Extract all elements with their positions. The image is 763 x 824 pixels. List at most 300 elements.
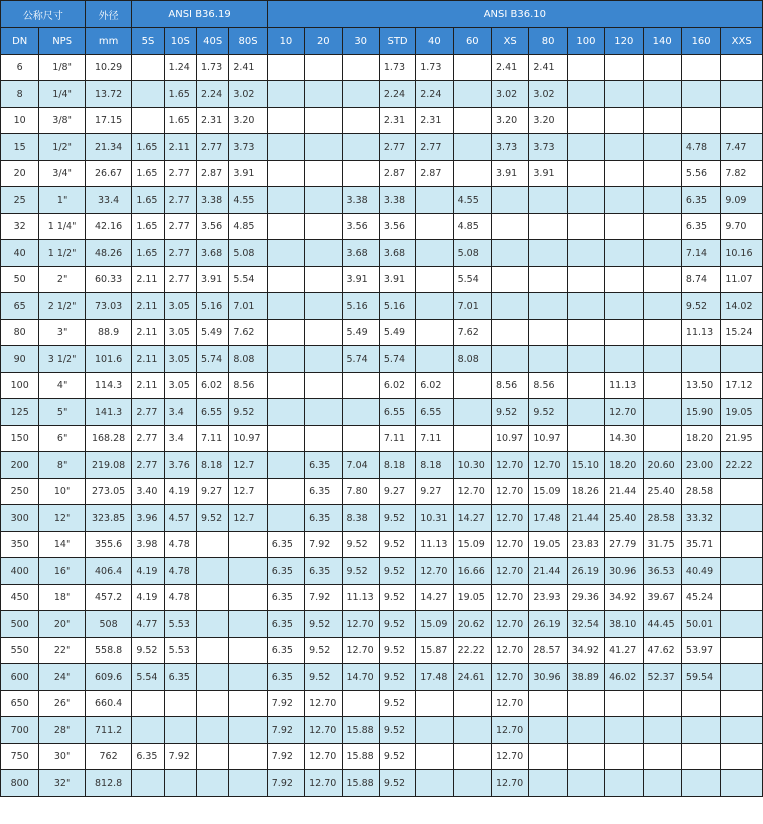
table-cell: [567, 426, 604, 452]
table-cell: 4.57: [164, 505, 196, 532]
table-cell: 4.78: [681, 134, 720, 161]
table-cell: 28": [39, 717, 85, 744]
table-cell: 2.41: [229, 55, 267, 81]
table-cell: [267, 346, 304, 373]
table-row: [1, 293, 763, 320]
table-cell: 41.27: [605, 638, 643, 664]
table-row: [1, 108, 763, 134]
table-cell: 12.70: [305, 770, 342, 797]
table-cell: 15.90: [681, 399, 720, 426]
table-cell: [229, 638, 267, 664]
table-cell: 8.18: [379, 452, 415, 479]
table-cell: 2.31: [196, 108, 228, 134]
table-cell: [492, 240, 529, 267]
table-cell: 5": [39, 399, 85, 426]
table-cell: 219.08: [85, 452, 131, 479]
table-cell: [721, 744, 763, 770]
table-cell: 10: [1, 108, 39, 134]
table-cell: 10.97: [229, 426, 267, 452]
table-cell: 609.6: [85, 664, 131, 691]
table-cell: 9.52: [379, 744, 415, 770]
table-cell: [305, 267, 342, 293]
table-cell: 15.88: [342, 744, 379, 770]
table-cell: 323.85: [85, 505, 131, 532]
table-cell: 3.20: [529, 108, 567, 134]
table-cell: 3.68: [342, 240, 379, 267]
table-cell: 18.20: [681, 426, 720, 452]
table-row: [1, 161, 763, 187]
table-cell: 6.35: [305, 505, 342, 532]
table-cell: [643, 293, 681, 320]
table-cell: 3.68: [379, 240, 415, 267]
table-cell: 9.09: [721, 187, 763, 214]
table-cell: [267, 452, 304, 479]
table-cell: [196, 770, 228, 797]
table-cell: 7.62: [229, 320, 267, 346]
table-cell: 8.56: [229, 373, 267, 399]
table-cell: [681, 55, 720, 81]
table-cell: [305, 320, 342, 346]
table-cell: 11.13: [681, 320, 720, 346]
table-cell: [416, 187, 453, 214]
column-header: 140: [643, 28, 681, 55]
table-cell: 15.88: [342, 770, 379, 797]
table-cell: 550: [1, 638, 39, 664]
table-cell: [529, 293, 567, 320]
table-cell: [416, 744, 453, 770]
table-cell: [721, 505, 763, 532]
table-cell: 6.02: [196, 373, 228, 399]
table-cell: 3.91: [196, 267, 228, 293]
table-cell: 700: [1, 717, 39, 744]
table-cell: 11.13: [605, 373, 643, 399]
table-cell: 6.02: [416, 373, 453, 399]
table-cell: 4.19: [164, 479, 196, 505]
table-cell: 11.13: [416, 532, 453, 558]
table-cell: 10.97: [529, 426, 567, 452]
table-cell: [721, 691, 763, 717]
table-cell: 12.7: [229, 505, 267, 532]
table-cell: 30.96: [605, 558, 643, 585]
table-cell: 2.24: [196, 81, 228, 108]
table-cell: 4.55: [229, 187, 267, 214]
table-cell: 2.77: [132, 426, 164, 452]
table-cell: 2.41: [529, 55, 567, 81]
table-cell: 9.52: [342, 532, 379, 558]
table-cell: [492, 346, 529, 373]
table-cell: 2.77: [164, 267, 196, 293]
table-cell: 5.74: [342, 346, 379, 373]
table-cell: 4.19: [132, 558, 164, 585]
table-cell: 12.70: [492, 664, 529, 691]
table-cell: 3.56: [196, 214, 228, 240]
table-cell: [342, 134, 379, 161]
table-row: [1, 187, 763, 214]
table-cell: [567, 373, 604, 399]
table-cell: 2.11: [132, 320, 164, 346]
table-cell: 3.02: [492, 81, 529, 108]
table-cell: 355.6: [85, 532, 131, 558]
table-cell: [229, 691, 267, 717]
table-cell: 9.52: [681, 293, 720, 320]
table-cell: 12.70: [416, 558, 453, 585]
table-cell: 400: [1, 558, 39, 585]
table-cell: 168.28: [85, 426, 131, 452]
table-cell: 7.92: [164, 744, 196, 770]
table-cell: 9.52: [196, 505, 228, 532]
table-cell: 8.08: [453, 346, 491, 373]
header-group-row: [1, 1, 763, 28]
table-cell: [567, 81, 604, 108]
table-cell: 5.54: [453, 267, 491, 293]
table-cell: 6.35: [305, 452, 342, 479]
table-cell: 457.2: [85, 585, 131, 611]
table-row: [1, 346, 763, 373]
table-cell: [267, 134, 304, 161]
table-cell: 52.37: [643, 664, 681, 691]
table-cell: 42.16: [85, 214, 131, 240]
table-cell: 5.74: [196, 346, 228, 373]
table-cell: 6": [39, 426, 85, 452]
table-cell: [721, 770, 763, 797]
table-cell: 5.16: [342, 293, 379, 320]
table-cell: [492, 320, 529, 346]
table-cell: [492, 293, 529, 320]
table-cell: 23.93: [529, 585, 567, 611]
table-cell: 12.70: [492, 558, 529, 585]
table-cell: 1 1/2": [39, 240, 85, 267]
table-cell: [681, 770, 720, 797]
table-cell: [305, 346, 342, 373]
table-cell: [132, 717, 164, 744]
table-cell: 22.22: [721, 452, 763, 479]
column-header: XS: [492, 28, 529, 55]
table-cell: [229, 611, 267, 638]
table-row: [1, 505, 763, 532]
table-cell: 1.65: [132, 187, 164, 214]
table-cell: [643, 320, 681, 346]
table-cell: 4.85: [229, 214, 267, 240]
table-cell: 3.4: [164, 426, 196, 452]
table-cell: 9.52: [379, 664, 415, 691]
table-cell: [567, 399, 604, 426]
table-cell: [681, 81, 720, 108]
table-cell: [416, 346, 453, 373]
table-cell: 200: [1, 452, 39, 479]
table-cell: 9.27: [416, 479, 453, 505]
table-cell: [132, 55, 164, 81]
column-header-row: [1, 28, 763, 55]
table-cell: 20.60: [643, 452, 681, 479]
table-row: [1, 373, 763, 399]
table-cell: 750: [1, 744, 39, 770]
table-cell: 3.4: [164, 399, 196, 426]
table-cell: 33.32: [681, 505, 720, 532]
table-cell: 15.87: [416, 638, 453, 664]
table-cell: [643, 108, 681, 134]
table-cell: [567, 187, 604, 214]
table-row: [1, 452, 763, 479]
column-header: 80: [529, 28, 567, 55]
table-cell: 12.70: [492, 717, 529, 744]
table-cell: 12": [39, 505, 85, 532]
table-cell: 1": [39, 187, 85, 214]
table-cell: [453, 717, 491, 744]
table-cell: 39.67: [643, 585, 681, 611]
table-cell: 12.70: [342, 611, 379, 638]
table-cell: 3.20: [229, 108, 267, 134]
table-cell: 40: [1, 240, 39, 267]
table-cell: 32": [39, 770, 85, 797]
table-cell: 9.52: [342, 558, 379, 585]
table-cell: 300: [1, 505, 39, 532]
table-cell: [567, 214, 604, 240]
table-cell: [605, 240, 643, 267]
column-header: STD: [379, 28, 415, 55]
table-row: [1, 585, 763, 611]
table-cell: 9.52: [529, 399, 567, 426]
table-cell: [605, 770, 643, 797]
table-cell: 125: [1, 399, 39, 426]
table-cell: [453, 134, 491, 161]
table-cell: 18.26: [567, 479, 604, 505]
table-cell: [267, 373, 304, 399]
table-cell: 12.70: [492, 479, 529, 505]
table-cell: 11.07: [721, 267, 763, 293]
table-cell: 6.55: [196, 399, 228, 426]
table-row: [1, 479, 763, 505]
table-cell: 1 1/4": [39, 214, 85, 240]
table-cell: [132, 770, 164, 797]
table-row: [1, 320, 763, 346]
table-cell: [605, 108, 643, 134]
table-cell: [721, 81, 763, 108]
table-cell: 500: [1, 611, 39, 638]
table-cell: 10": [39, 479, 85, 505]
table-row: [1, 532, 763, 558]
table-cell: 30.96: [529, 664, 567, 691]
table-cell: [605, 346, 643, 373]
table-cell: 20.62: [453, 611, 491, 638]
table-cell: 44.45: [643, 611, 681, 638]
table-cell: [342, 81, 379, 108]
table-cell: [453, 108, 491, 134]
table-cell: 450: [1, 585, 39, 611]
table-cell: 6.35: [681, 187, 720, 214]
table-cell: 5.08: [229, 240, 267, 267]
table-row: [1, 664, 763, 691]
table-cell: 5.16: [379, 293, 415, 320]
table-row: [1, 426, 763, 452]
table-cell: [305, 373, 342, 399]
table-cell: 5.56: [681, 161, 720, 187]
table-cell: [416, 320, 453, 346]
table-cell: 25.40: [605, 505, 643, 532]
table-cell: 6: [1, 55, 39, 81]
table-cell: [721, 55, 763, 81]
table-cell: [416, 293, 453, 320]
table-cell: 38.89: [567, 664, 604, 691]
table-cell: 21.34: [85, 134, 131, 161]
table-cell: [267, 240, 304, 267]
table-cell: 2.77: [379, 134, 415, 161]
table-cell: 19.05: [721, 399, 763, 426]
table-cell: 6.35: [132, 744, 164, 770]
table-cell: 3.68: [196, 240, 228, 267]
column-header: DN: [1, 28, 39, 55]
table-cell: [721, 611, 763, 638]
table-cell: 12.70: [305, 691, 342, 717]
table-cell: 2.24: [416, 81, 453, 108]
nominal-size-header: 公称尺寸: [1, 1, 86, 28]
table-cell: 9.52: [379, 558, 415, 585]
table-cell: 9.52: [379, 505, 415, 532]
table-cell: 3.91: [229, 161, 267, 187]
table-cell: 2.24: [379, 81, 415, 108]
table-cell: [529, 770, 567, 797]
table-cell: 3.05: [164, 293, 196, 320]
table-cell: [605, 214, 643, 240]
table-cell: 9.52: [305, 638, 342, 664]
table-cell: 12.70: [453, 479, 491, 505]
table-row: [1, 717, 763, 744]
table-cell: 1.65: [132, 134, 164, 161]
table-cell: 20: [1, 161, 39, 187]
column-header: 10: [267, 28, 304, 55]
table-cell: 32.54: [567, 611, 604, 638]
table-cell: [643, 399, 681, 426]
table-cell: 18": [39, 585, 85, 611]
table-cell: [305, 214, 342, 240]
table-cell: 1/4": [39, 81, 85, 108]
table-cell: 4.19: [132, 585, 164, 611]
table-cell: 7.01: [453, 293, 491, 320]
table-cell: [567, 267, 604, 293]
table-cell: [342, 108, 379, 134]
table-cell: 3.05: [164, 320, 196, 346]
table-cell: [721, 664, 763, 691]
table-cell: [643, 744, 681, 770]
table-cell: 28.58: [643, 505, 681, 532]
table-cell: [605, 320, 643, 346]
table-cell: 7.92: [267, 770, 304, 797]
table-cell: 3/8": [39, 108, 85, 134]
table-cell: 1.65: [164, 81, 196, 108]
column-header: 160: [681, 28, 720, 55]
table-cell: [416, 214, 453, 240]
table-cell: [229, 664, 267, 691]
table-cell: [267, 187, 304, 214]
table-cell: 3/4": [39, 161, 85, 187]
table-cell: 24.61: [453, 664, 491, 691]
table-cell: 36.53: [643, 558, 681, 585]
table-cell: [605, 691, 643, 717]
table-cell: [643, 267, 681, 293]
table-cell: 5.53: [164, 638, 196, 664]
table-cell: 2.77: [196, 134, 228, 161]
table-cell: [305, 134, 342, 161]
table-cell: 6.35: [267, 611, 304, 638]
column-header: 5S: [132, 28, 164, 55]
table-cell: 10.16: [721, 240, 763, 267]
table-cell: 6.35: [305, 558, 342, 585]
table-cell: 2.11: [164, 134, 196, 161]
table-cell: 9.52: [379, 717, 415, 744]
table-cell: 12.70: [605, 399, 643, 426]
table-cell: 9.52: [305, 611, 342, 638]
table-cell: 29.36: [567, 585, 604, 611]
table-cell: 5.53: [164, 611, 196, 638]
table-cell: [567, 55, 604, 81]
table-cell: [567, 108, 604, 134]
table-row: [1, 691, 763, 717]
table-cell: 6.35: [267, 585, 304, 611]
table-cell: 65: [1, 293, 39, 320]
table-cell: [529, 187, 567, 214]
table-cell: 22": [39, 638, 85, 664]
table-cell: [305, 293, 342, 320]
table-cell: [416, 770, 453, 797]
table-cell: 2.77: [164, 214, 196, 240]
table-cell: 12.70: [492, 505, 529, 532]
table-cell: [529, 267, 567, 293]
table-cell: [567, 320, 604, 346]
table-cell: 21.44: [567, 505, 604, 532]
table-cell: [453, 691, 491, 717]
table-cell: 2.41: [492, 55, 529, 81]
table-cell: 1.65: [164, 108, 196, 134]
table-cell: [416, 240, 453, 267]
table-cell: [305, 108, 342, 134]
table-cell: [267, 426, 304, 452]
table-cell: 23.83: [567, 532, 604, 558]
table-cell: 3.91: [492, 161, 529, 187]
table-cell: 1/2": [39, 134, 85, 161]
table-cell: 7.11: [416, 426, 453, 452]
table-cell: 7.92: [305, 532, 342, 558]
table-cell: 5.08: [453, 240, 491, 267]
table-cell: 2.87: [379, 161, 415, 187]
table-cell: 6.35: [267, 558, 304, 585]
table-cell: 3.91: [379, 267, 415, 293]
table-cell: 25.40: [643, 479, 681, 505]
table-cell: [643, 426, 681, 452]
table-cell: [267, 505, 304, 532]
table-cell: [681, 108, 720, 134]
table-cell: 26.19: [567, 558, 604, 585]
table-cell: [267, 399, 304, 426]
ansi-b3610-header: ANSI B36.10: [267, 1, 762, 28]
table-cell: 762: [85, 744, 131, 770]
table-cell: [267, 108, 304, 134]
table-cell: [229, 585, 267, 611]
table-cell: 12.70: [342, 638, 379, 664]
table-cell: 3.73: [492, 134, 529, 161]
table-cell: [643, 187, 681, 214]
table-cell: [567, 134, 604, 161]
table-cell: [196, 532, 228, 558]
table-cell: [267, 214, 304, 240]
table-cell: 3.38: [196, 187, 228, 214]
table-cell: 4.78: [164, 585, 196, 611]
table-cell: 150: [1, 426, 39, 452]
table-cell: [567, 744, 604, 770]
table-cell: [681, 346, 720, 373]
table-cell: 40.49: [681, 558, 720, 585]
table-cell: [643, 346, 681, 373]
table-cell: [196, 611, 228, 638]
table-cell: 7.92: [267, 691, 304, 717]
